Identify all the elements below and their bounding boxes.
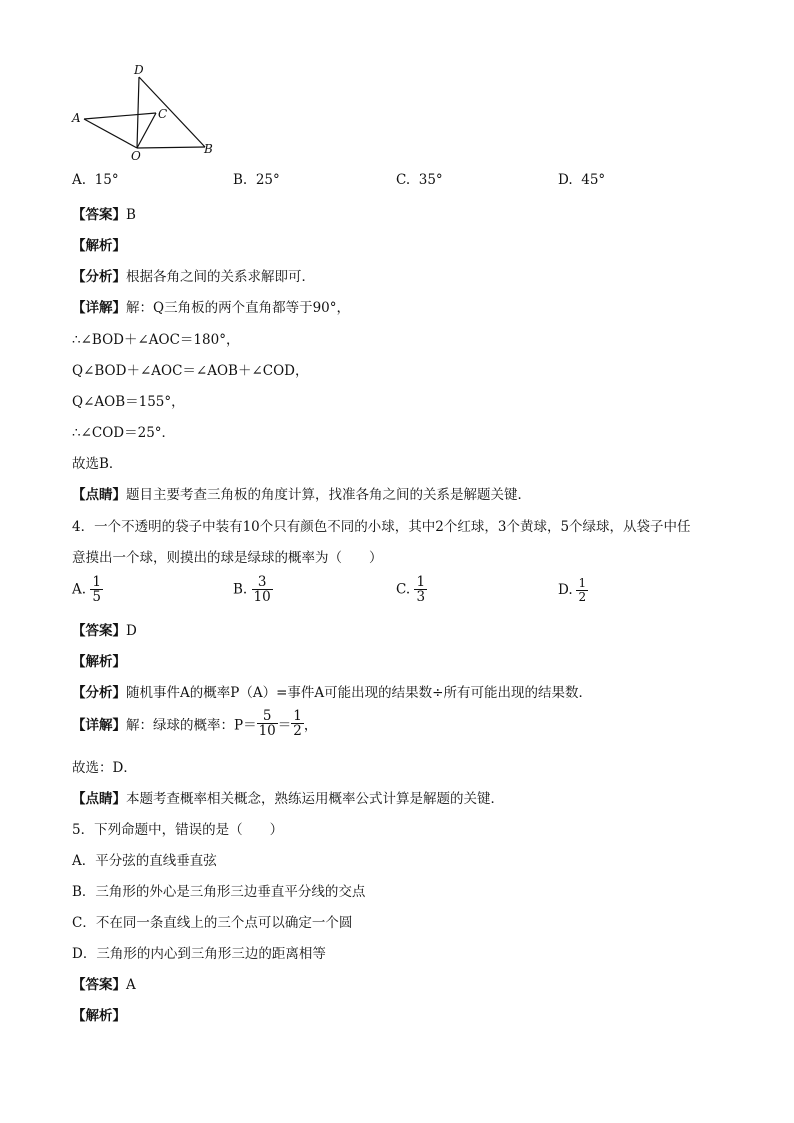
q4-option-d: D. $\frac{1}{2}$ [558,576,587,604]
q4-detail: 【详解】解：绿球的概率：P＝ $\frac{5}{10}$ ＝ $\frac{1}{2}$ ， [72,708,318,740]
q3-detail-line-3: Q∠BOD＋∠AOC＝∠AOB＋∠COD， [72,363,309,379]
q3-fenxi: 【分析】根据各角之间的关系求解即可． [72,269,315,285]
q3-answer: 【答案】B [72,207,136,223]
q4-choose: 故选：D． [72,760,137,776]
line-oc [137,113,156,148]
line-ao [84,119,137,148]
q5-stem: 5．下列命题中，错误的是（ ） [72,822,284,838]
line-ac [84,113,156,119]
q5-option-a: A．平分弦的直线垂直弦 [72,853,217,869]
q5-option-d: D．三角形的内心到三角形三边的距离相等 [72,946,326,962]
label-o: O [131,149,141,163]
label-d: D [134,63,144,77]
q4-fenxi: 【分析】随机事件A的概率P（A）=事件A可能出现的结果数÷所有可能出现的结果数． [72,685,592,701]
q4-comment: 【点睛】本题考查概率相关概念，熟练运用概率公式计算是解题的关键． [72,791,504,807]
label-a: A [72,111,81,125]
q4-answer: 【答案】D [72,623,137,639]
line-od [137,77,139,148]
q4-option-c: C. $\frac{1}{3}$ [396,574,426,606]
q4-stem-line-1: 4．一个不透明的袋子中装有10个只有颜色不同的小球，其中2个红球，3个黄球，5个绿球，从袋子中任 [72,519,691,535]
q3-option-a: A. 15° [72,172,119,188]
q3-option-c: C. 35° [396,172,443,188]
q3-detail-line-1: 【详解】解：Q三角板的两个直角都等于90°， [72,300,350,316]
q3-choose: 故选B． [72,456,123,472]
q5-option-c: C．不在同一条直线上的三个点可以确定一个圆 [72,915,353,931]
q5-answer: 【答案】A [72,977,136,993]
q4-analysis-tag: 【解析】 [72,654,126,670]
q5-analysis-tag: 【解析】 [72,1008,126,1024]
q3-option-d: D. 45° [558,172,606,188]
geometry-diagram [68,60,218,170]
q4-option-b: B. $\frac{3}{10}$ [233,574,271,606]
q3-detail-line-4: Q∠AOB＝155°， [72,394,185,410]
q3-analysis-tag: 【解析】 [72,238,126,254]
q4-option-a: A. $\frac{1}{5}$ [72,574,101,606]
q4-stem-line-2: 意摸出一个球，则摸出的球是绿球的概率为（ ） [72,550,383,566]
label-c: C [158,107,168,121]
q3-detail-line-5: ∴∠COD＝25°． [72,425,176,441]
q3-option-b: B. 25° [233,172,280,188]
label-b: B [204,142,213,156]
line-db [139,77,205,147]
line-ob [137,147,205,148]
q5-option-b: B．三角形的外心是三角形三边垂直平分线的交点 [72,884,366,900]
q3-detail-line-2: ∴∠BOD＋∠AOC＝180°， [72,332,240,348]
q3-comment: 【点睛】题目主要考查三角板的角度计算，找准各角之间的关系是解题关键． [72,487,531,503]
